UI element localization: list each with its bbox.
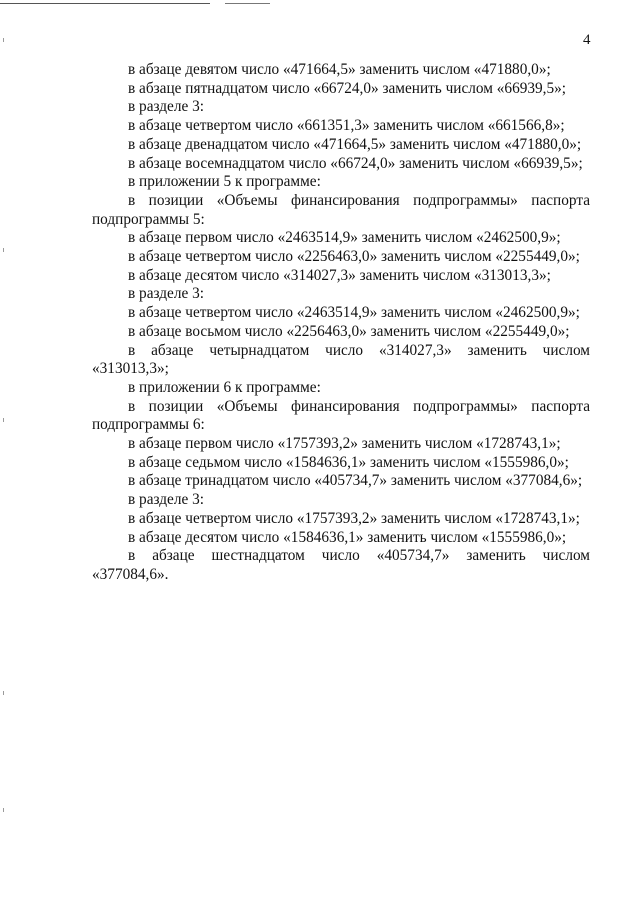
scan-edge-mark [3, 38, 4, 42]
paragraph: в абзаце тринадцатом число «405734,7» заменить числом «377084,6»; [128, 472, 583, 490]
scan-edge-mark [3, 418, 4, 422]
scan-edge-mark [3, 808, 4, 812]
paragraph: в позиции «Объемы финансирования подпрограммы» паспорта подпрограммы 5: [92, 191, 590, 228]
paragraph: в приложении 6 к программе: [128, 378, 321, 396]
paragraph: в приложении 5 к программе: [128, 173, 321, 191]
paragraph: в абзаце четвертом число «2256463,0» заменить числом «2255449,0»; [128, 248, 580, 266]
paragraph: в позиции «Объемы финансирования подпрограммы» паспорта подпрограммы 6: [92, 397, 590, 434]
paragraph: в разделе 3: [128, 491, 204, 509]
paragraph: в абзаце четырнадцатом число «314027,3» заменить числом «313013,3»; [92, 341, 590, 378]
top-scan-rule-fragment [225, 3, 270, 4]
page-number: 4 [583, 32, 591, 48]
paragraph: в абзаце седьмом число «1584636,1» заменить числом «1555986,0»; [128, 453, 569, 471]
paragraph: в разделе 3: [128, 98, 204, 116]
paragraph: в абзаце четвертом число «1757393,2» заменить числом «1728743,1»; [128, 509, 580, 527]
paragraph: в абзаце четвертом число «661351,3» заменить числом «661566,8»; [128, 117, 565, 135]
paragraph: в абзаце четвертом число «2463514,9» заменить числом «2462500,9»; [128, 304, 580, 322]
scan-edge-mark [3, 691, 4, 695]
paragraph: в абзаце десятом число «314027,3» заменить числом «313013,3»; [128, 266, 551, 284]
top-scan-rule [0, 3, 210, 4]
paragraph: в абзаце первом число «2463514,9» заменить числом «2462500,9»; [128, 229, 561, 247]
paragraph: в абзаце двенадцатом число «471664,5» заменить числом «471880,0»; [128, 135, 582, 153]
paragraph: в абзаце шестнадцатом число «405734,7» заменить числом «377084,6». [92, 547, 590, 583]
paragraph: в абзаце пятнадцатом число «66724,0» заменить числом «66939,5»; [128, 79, 567, 97]
paragraph: в абзаце первом число «1757393,2» заменить числом «1728743,1»; [128, 435, 561, 453]
paragraph: в абзаце восемнадцатом число «66724,0» заменить числом «66939,5»; [128, 154, 583, 172]
paragraph: в абзаце девятом число «471664,5» заменить числом «471880,0»; [128, 61, 551, 78]
amendment-text [92, 61, 590, 585]
paragraph: в разделе 3: [128, 285, 204, 303]
paragraph: в абзаце десятом число «1584636,1» заменить числом «1555986,0»; [128, 528, 567, 546]
scan-edge-mark [3, 248, 4, 252]
paragraph: в абзаце восьмом число «2256463,0» заменить числом «2255449,0»; [128, 322, 570, 340]
